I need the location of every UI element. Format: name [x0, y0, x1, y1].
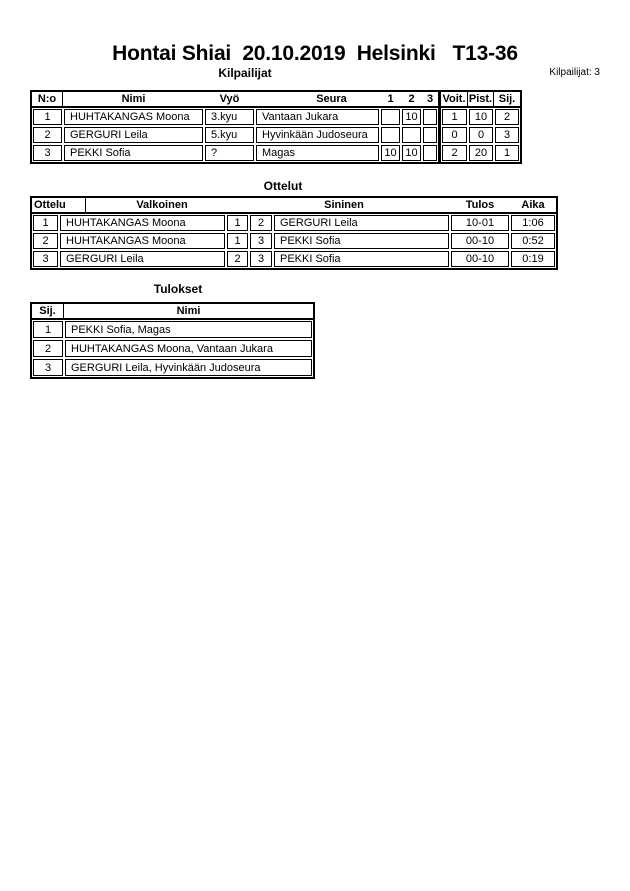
blue-player-number: 3	[250, 233, 272, 249]
tulokset-header-row	[32, 304, 313, 320]
match-number: 3	[33, 251, 58, 267]
match-result: 00-10	[451, 251, 509, 267]
col-header-pist: Pist.	[468, 93, 493, 105]
match3-score	[423, 109, 437, 125]
competitor-belt: 5.kyu	[205, 127, 254, 143]
white-player-number: 2	[227, 251, 248, 267]
competitor-name: PEKKI Sofia	[64, 145, 203, 161]
competitor-number: 2	[33, 127, 62, 143]
match-time: 0:19	[511, 251, 555, 267]
result-name: HUHTAKANGAS Moona, Vantaan Jukara	[65, 340, 312, 357]
match3-score	[423, 127, 437, 143]
placement-value: 1	[495, 145, 519, 161]
section-divider	[438, 144, 441, 162]
competitor-row	[32, 108, 520, 126]
result-row	[32, 358, 313, 377]
match2-score: 10	[402, 109, 421, 125]
match-number: 2	[33, 233, 58, 249]
section-divider	[438, 126, 441, 144]
match-row	[32, 250, 556, 268]
competitor-row	[32, 144, 520, 162]
competitor-name: GERGURI Leila	[64, 127, 203, 143]
section-title-ottelut: Ottelut	[263, 179, 303, 193]
wins-value: 2	[442, 145, 467, 161]
kilpailijat-header-row	[32, 92, 520, 108]
ottelut-header-row	[32, 198, 556, 214]
section-divider	[438, 108, 441, 126]
match-number: 1	[33, 215, 58, 231]
ottelut-table	[30, 196, 558, 270]
col-header-sij: Sij.	[498, 93, 516, 105]
col-header-aika: Aika	[521, 199, 545, 211]
match1-score	[381, 127, 400, 143]
blue-player-name: PEKKI Sofia	[274, 233, 449, 249]
tulokset-table	[30, 302, 315, 379]
col-header-valkoinen: Valkoinen	[136, 199, 188, 211]
col-header-voit: Voit.	[441, 92, 468, 106]
match3-score	[423, 145, 437, 161]
white-player-name: GERGURI Leila	[60, 251, 225, 267]
placement-value: 3	[495, 127, 519, 143]
points-value: 10	[469, 109, 493, 125]
competitor-belt: ?	[205, 145, 254, 161]
col-header-nimi: Nimi	[121, 93, 146, 105]
match-row	[32, 214, 556, 232]
competitor-number: 3	[33, 145, 62, 161]
match-time: 1:06	[511, 215, 555, 231]
result-row	[32, 320, 313, 339]
competitor-club: Magas	[256, 145, 379, 161]
competitor-club: Vantaan Jukara	[256, 109, 379, 125]
competitor-row	[32, 126, 520, 144]
result-name: GERGURI Leila, Hyvinkään Judoseura	[65, 359, 312, 376]
result-place: 3	[33, 359, 63, 376]
competitor-club: Hyvinkään Judoseura	[256, 127, 379, 143]
blue-player-name: GERGURI Leila	[274, 215, 449, 231]
result-place: 1	[33, 321, 63, 338]
blue-player-number: 3	[250, 251, 272, 267]
col-header-seura: Seura	[316, 93, 347, 105]
result-name: PEKKI Sofia, Magas	[65, 321, 312, 338]
result-row	[32, 339, 313, 358]
match-row	[32, 232, 556, 250]
col-header-vyo: Vyö	[219, 93, 240, 105]
competitor-name: HUHTAKANGAS Moona	[64, 109, 203, 125]
competitor-belt: 3.kyu	[205, 109, 254, 125]
match2-score: 10	[402, 145, 421, 161]
col-header-sij: Sij.	[32, 304, 64, 318]
wins-value: 1	[442, 109, 467, 125]
match-result: 10-01	[451, 215, 509, 231]
competitor-number: 1	[33, 109, 62, 125]
col-header-match3: 3	[426, 93, 434, 105]
wins-value: 0	[442, 127, 467, 143]
white-player-name: HUHTAKANGAS Moona	[60, 233, 225, 249]
col-header-match2: 2	[408, 93, 415, 105]
section-title-tulokset: Tulokset	[153, 282, 203, 296]
points-value: 0	[469, 127, 493, 143]
white-player-number: 1	[227, 233, 248, 249]
section-title-kilpailijat: Kilpailijat	[218, 66, 272, 80]
col-header-no: N:o	[32, 92, 63, 106]
blue-player-number: 2	[250, 215, 272, 231]
col-header-sininen: Sininen	[324, 199, 364, 211]
match-time: 0:52	[511, 233, 555, 249]
col-header-match1: 1	[387, 93, 394, 105]
kilpailijat-table	[30, 90, 522, 164]
col-header-nimi: Nimi	[176, 305, 201, 317]
col-header-ottelu: Ottelu	[32, 198, 86, 212]
match-result: 00-10	[451, 233, 509, 249]
col-header-tulos: Tulos	[465, 199, 495, 211]
placement-value: 2	[495, 109, 519, 125]
match2-score	[402, 127, 421, 143]
match1-score: 10	[381, 145, 400, 161]
result-place: 2	[33, 340, 63, 357]
match1-score	[381, 109, 400, 125]
blue-player-name: PEKKI Sofia	[274, 251, 449, 267]
competitors-count: Kilpailijat: 3	[549, 67, 600, 78]
white-player-number: 1	[227, 215, 248, 231]
white-player-name: HUHTAKANGAS Moona	[60, 215, 225, 231]
points-value: 20	[469, 145, 493, 161]
page-title: Hontai Shiai 20.10.2019 Helsinki T13-36	[112, 42, 518, 65]
